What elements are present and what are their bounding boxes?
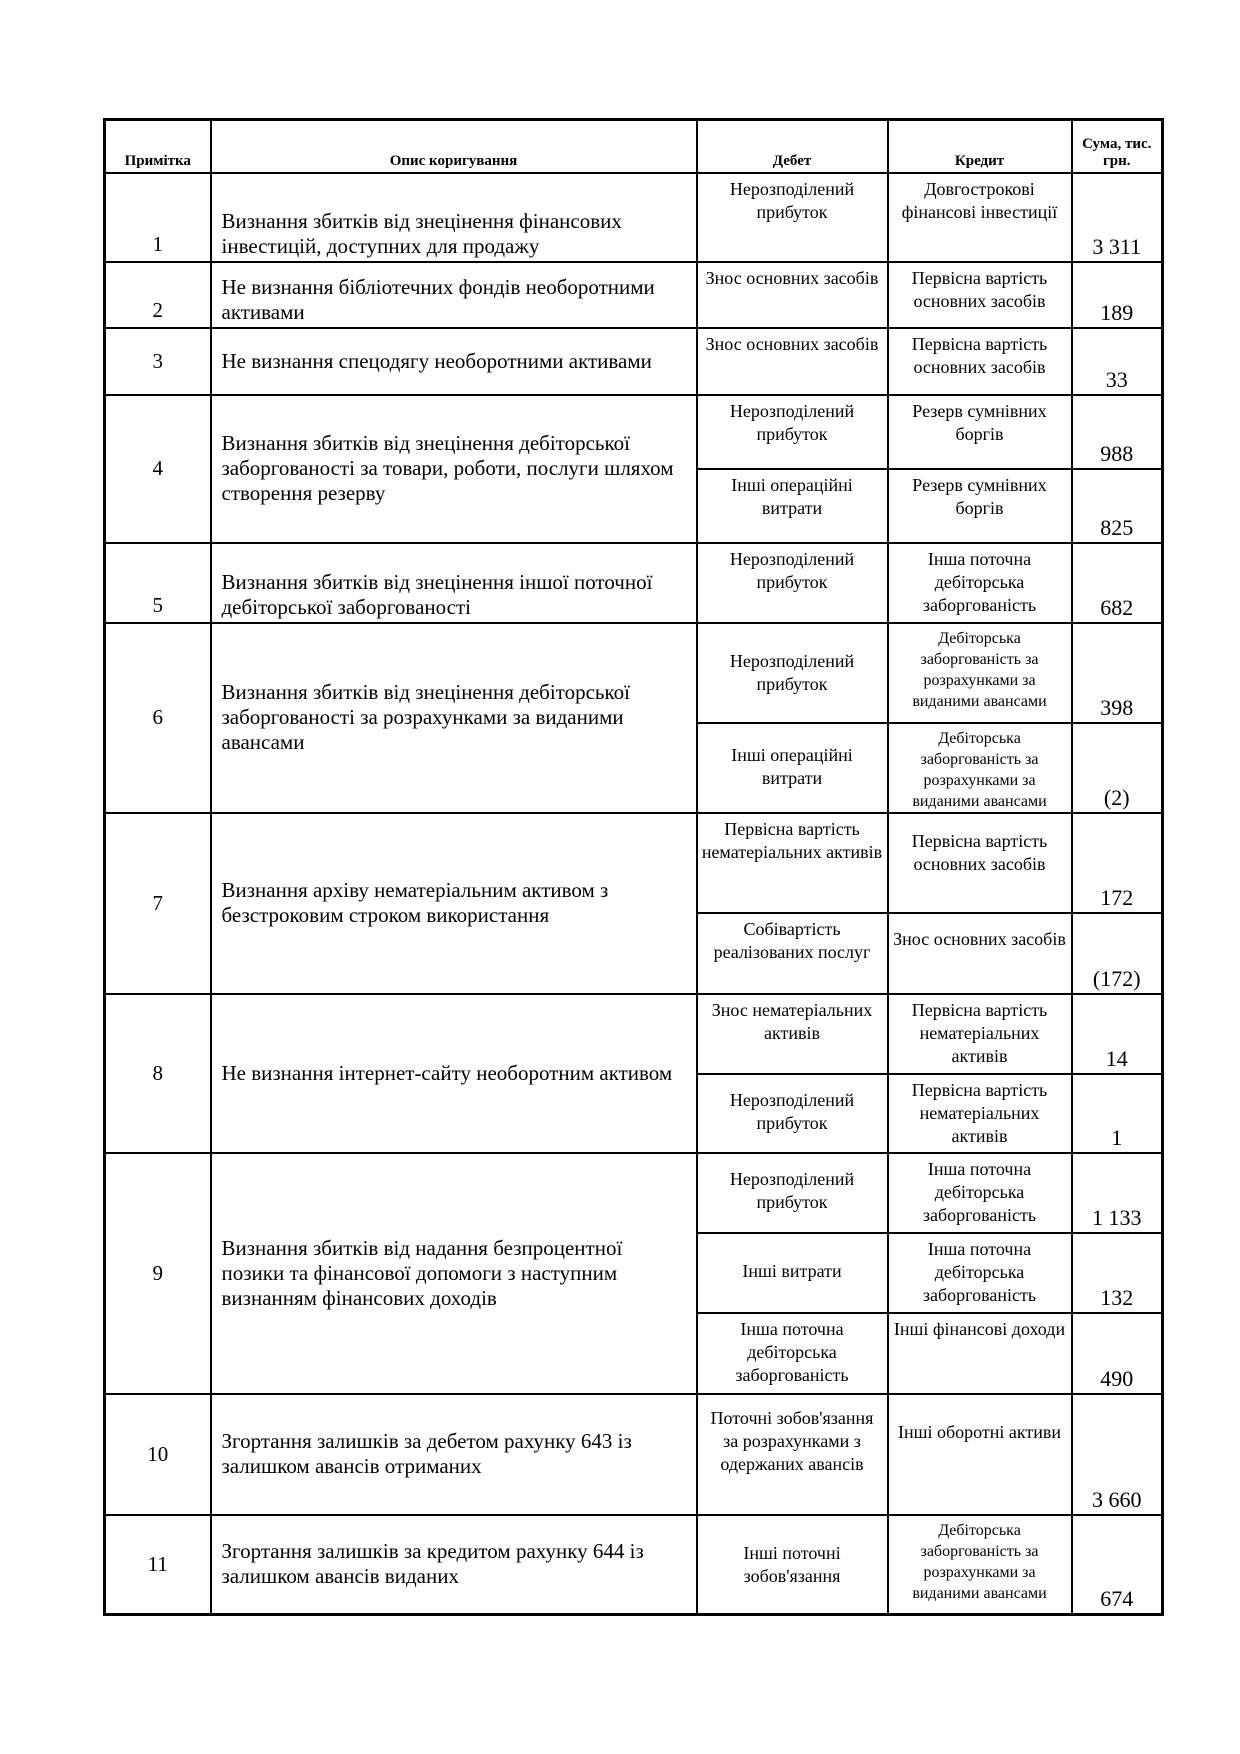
- sum-value: 825: [1072, 469, 1163, 543]
- table-row: [105, 328, 1163, 395]
- debit-account: Знос основних засобів: [697, 262, 888, 328]
- credit-account: Дебіторська заборгованість за розрахунками за виданими авансами: [888, 1515, 1072, 1615]
- debit-account: Нерозподілений прибуток: [697, 1153, 888, 1233]
- credit-account: Первісна вартість нематеріальних активів: [888, 994, 1072, 1074]
- adjustment-description: Не визнання бібліотечних фондів необоротними активами: [211, 262, 697, 328]
- table-row: [105, 173, 1163, 262]
- header-description: Опис коригування: [211, 120, 697, 173]
- note-number: 6: [105, 623, 211, 813]
- table-row: [105, 395, 1163, 469]
- adjustment-description: Не визнання спецодягу необоротними активами: [211, 328, 697, 395]
- sum-value: 132: [1072, 1233, 1163, 1313]
- debit-account: Знос основних засобів: [697, 328, 888, 395]
- header-debit: Дебет: [697, 120, 888, 173]
- sum-value: 172: [1072, 813, 1163, 913]
- credit-account: Довгострокові фінансові інвестиції: [888, 173, 1072, 262]
- credit-account: Інша поточна дебіторська заборгованість: [888, 1153, 1072, 1233]
- adjustment-description: Визнання збитків від надання безпроцентної позики та фінансової допомоги з наступним визнанням фінансових доходів: [211, 1153, 697, 1394]
- note-number: 7: [105, 813, 211, 994]
- credit-account: Первісна вартість основних засобів: [888, 813, 1072, 913]
- table-row: [105, 1515, 1163, 1615]
- sum-value: (2): [1072, 723, 1163, 813]
- debit-account: Первісна вартість нематеріальних активів: [697, 813, 888, 913]
- credit-account: Інші оборотні активи: [888, 1394, 1072, 1515]
- header-note: Примітка: [105, 120, 211, 173]
- table-row: [105, 623, 1163, 723]
- credit-account: Інша поточна дебіторська заборгованість: [888, 543, 1072, 623]
- adjustment-description: Визнання збитків від знецінення іншої поточної дебіторської заборгованості: [211, 543, 697, 623]
- sum-value: 33: [1072, 328, 1163, 395]
- debit-account: Нерозподілений прибуток: [697, 173, 888, 262]
- debit-account: Інша поточна дебіторська заборгованість: [697, 1313, 888, 1394]
- sum-value: 1 133: [1072, 1153, 1163, 1233]
- debit-account: Інші поточні зобов'язання: [697, 1515, 888, 1615]
- debit-account: Інші операційні витрати: [697, 723, 888, 813]
- sum-value: 1: [1072, 1074, 1163, 1153]
- credit-account: Первісна вартість нематеріальних активів: [888, 1074, 1072, 1153]
- debit-account: Нерозподілений прибуток: [697, 623, 888, 723]
- table-row: [105, 543, 1163, 623]
- note-number: 5: [105, 543, 211, 623]
- credit-account: Резерв сумнівних боргів: [888, 395, 1072, 469]
- credit-account: Первісна вартість основних засобів: [888, 328, 1072, 395]
- note-number: 10: [105, 1394, 211, 1515]
- note-number: 11: [105, 1515, 211, 1615]
- sum-value: 682: [1072, 543, 1163, 623]
- sum-value: (172): [1072, 913, 1163, 994]
- sum-value: 189: [1072, 262, 1163, 328]
- note-number: 8: [105, 994, 211, 1153]
- debit-account: Поточні зобов'язання за розрахунками з одержаних авансів: [697, 1394, 888, 1515]
- debit-account: Нерозподілений прибуток: [697, 543, 888, 623]
- debit-account: Нерозподілений прибуток: [697, 1074, 888, 1153]
- sum-value: 988: [1072, 395, 1163, 469]
- sum-value: 398: [1072, 623, 1163, 723]
- debit-account: Собівартість реалізованих послуг: [697, 913, 888, 994]
- adjustments-table: [103, 118, 1164, 1616]
- document-page: [103, 118, 1161, 1616]
- header-row: [105, 120, 1163, 173]
- debit-account: Знос нематеріальних активів: [697, 994, 888, 1074]
- note-number: 2: [105, 262, 211, 328]
- table-row: [105, 1153, 1163, 1233]
- sum-value: 490: [1072, 1313, 1163, 1394]
- adjustment-description: Визнання збитків від знецінення фінансових інвестицій, доступних для продажу: [211, 173, 697, 262]
- adjustment-description: Згортання залишків за кредитом рахунку 644 із залишком авансів виданих: [211, 1515, 697, 1615]
- credit-account: Знос основних засобів: [888, 913, 1072, 994]
- adjustment-description: Згортання залишків за дебетом рахунку 643 із залишком авансів отриманих: [211, 1394, 697, 1515]
- table-row: [105, 994, 1163, 1074]
- credit-account: Дебіторська заборгованість за розрахунками за виданими авансами: [888, 623, 1072, 723]
- table-row: [105, 1394, 1163, 1515]
- note-number: 4: [105, 395, 211, 543]
- note-number: 9: [105, 1153, 211, 1394]
- note-number: 1: [105, 173, 211, 262]
- sum-value: 674: [1072, 1515, 1163, 1615]
- credit-account: Дебіторська заборгованість за розрахунками за виданими авансами: [888, 723, 1072, 813]
- adjustment-description: Не визнання інтернет-сайту необоротним активом: [211, 994, 697, 1153]
- debit-account: Інші операційні витрати: [697, 469, 888, 543]
- credit-account: Інші фінансові доходи: [888, 1313, 1072, 1394]
- sum-value: 3 311: [1072, 173, 1163, 262]
- header-credit: Кредит: [888, 120, 1072, 173]
- credit-account: Резерв сумнівних боргів: [888, 469, 1072, 543]
- table-row: [105, 262, 1163, 328]
- sum-value: 14: [1072, 994, 1163, 1074]
- note-number: 3: [105, 328, 211, 395]
- credit-account: Первісна вартість основних засобів: [888, 262, 1072, 328]
- adjustment-description: Визнання збитків від знецінення дебіторської заборгованості за товари, роботи, послуги шляхом створення резерву: [211, 395, 697, 543]
- adjustment-description: Визнання архіву нематеріальним активом з безстроковим строком використання: [211, 813, 697, 994]
- header-sum: Сума, тис. грн.: [1072, 120, 1163, 173]
- debit-account: Нерозподілений прибуток: [697, 395, 888, 469]
- debit-account: Інші витрати: [697, 1233, 888, 1313]
- sum-value: 3 660: [1072, 1394, 1163, 1515]
- adjustment-description: Визнання збитків від знецінення дебіторської заборгованості за розрахунками за виданими авансами: [211, 623, 697, 813]
- table-row: [105, 813, 1163, 913]
- credit-account: Інша поточна дебіторська заборгованість: [888, 1233, 1072, 1313]
